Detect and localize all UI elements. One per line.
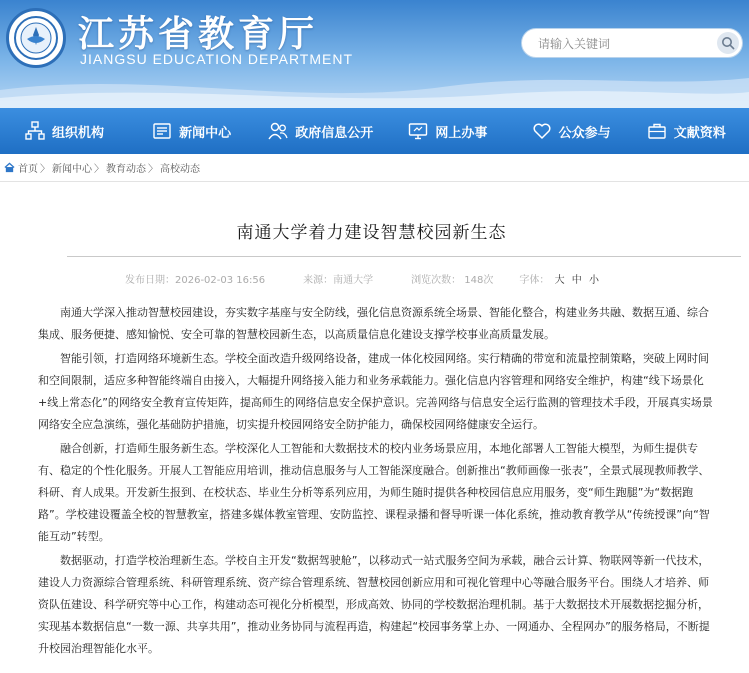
people-icon [267, 120, 289, 142]
font-size-small[interactable]: 小 [588, 274, 599, 286]
font-size-label: 字体： [519, 274, 550, 286]
breadcrumb-separator: 〉 [148, 164, 158, 175]
article-source: 来源：南通大学 [303, 274, 374, 286]
article-body [38, 302, 714, 662]
nav-item-online-service[interactable] [387, 108, 504, 154]
nav-label: 公众参与 [558, 125, 611, 141]
breadcrumb-separator: 〉 [94, 164, 104, 175]
nav-label: 文献资料 [673, 125, 726, 141]
font-size-large[interactable]: 大 [554, 274, 565, 286]
breadcrumb-edu-news[interactable]: 教育动态 [106, 164, 146, 175]
search-button[interactable] [717, 32, 739, 54]
nav-item-news[interactable] [137, 108, 255, 154]
nav-item-gov-info[interactable] [255, 108, 387, 154]
article-paragraph: 融合创新，打造师生服务新生态。学校深化人工智能和大数据技术的校内业务场景应用，本地化部署人工智能大模型，为师生提供专有、稳定的个性化服务。开展人工智能应用培训，推动信息服务与人工智能深度融合。创新推出“教师画像一张表”，全景式展现教师教学、科研、育人成果。开发新生报到、在校状态、毕业生分析等系列应用，为师生随时提供各种校园信息应用服务，变“师生跑腿”为“数据跑路”。学校建设覆盖全校的智慧教室，搭建多媒体教室管理、安防监控、课程录播和督导听课一体化系统，推动教育教学从“传统授课”向“智能互动”转型。 [38, 442, 710, 543]
site-subtitle: JIANGSU EDUCATION DEPARTMENT [80, 51, 354, 67]
nav-label: 新闻中心 [179, 125, 232, 141]
breadcrumb-home[interactable]: 首页 [18, 164, 38, 175]
nav-label: 网上办事 [435, 125, 488, 141]
monitor-icon [407, 120, 429, 142]
news-icon [151, 120, 173, 142]
header-wave-decoration [0, 68, 749, 108]
publish-date: 发布日期：2026-02-03 16:56 [125, 274, 266, 286]
article [0, 182, 749, 655]
font-size-medium[interactable]: 中 [571, 274, 582, 286]
nav-item-public-participation[interactable] [505, 108, 632, 154]
article-title: 南通大学着力建设智慧校园新生态 [236, 223, 507, 243]
heart-icon [531, 120, 553, 142]
org-chart-icon [24, 120, 46, 142]
nav-label: 组织机构 [52, 125, 105, 141]
nav-item-documents[interactable] [632, 108, 749, 154]
title-divider [67, 256, 741, 257]
main-nav [0, 108, 749, 154]
view-count: 浏览次数： 148次 [411, 274, 494, 286]
search-box [521, 28, 743, 58]
breadcrumb-separator: 〉 [40, 164, 50, 175]
search-icon [721, 36, 735, 50]
site-title: 江苏省教育厅 [78, 13, 319, 55]
nav-label: 政府信息公开 [295, 125, 374, 141]
emblem-logo-icon[interactable] [6, 8, 66, 68]
article-paragraph: 数据驱动，打造学校治理新生态。学校自主开发“数据驾驶舱”，以移动式一站式服务空间为承载，融合云计算、物联网等新一代技术，建设人力资源综合管理系统、科研管理系统、资产综合管理系统、智慧校园创新应用和可视化管理中心等融合服务平台。围绕人才培养、师资队伍建设、科学研究等中心工作，构建动态可视化分析模型，形成高效、协同的学校数据治理机制。基于大数据技术开展数据挖掘分析，实现基本数据信息“一数一源、共享共用”，推动业务协同与流程再造，构建起“校园事务掌上办、一网通办、全程网办”的服务格局，不断提升校园治理智能化水平。 [38, 554, 710, 655]
nav-item-org[interactable] [12, 108, 137, 154]
breadcrumb-news-center[interactable]: 新闻中心 [52, 164, 92, 175]
font-size-controls [519, 271, 601, 286]
breadcrumb-university-news[interactable]: 高校动态 [160, 164, 200, 175]
home-icon [4, 162, 15, 173]
article-paragraph: 智能引领，打造网络环境新生态。学校全面改造升级网络设备，建成一体化校园网络。实行精确的带宽和流量控制策略，突破上网时间和空间限制，适应多种智能终端自由接入，大幅提升网络接入能力和业务承载能力。强化信息内容管理和网络安全维护，构建“线下场景化+线上常态化”的网络安全教育宣传矩阵，提高师生的网络信息安全保护意识。完善网络与信息安全运行监测的管理技术手段，开展真实场景网络安全应急演练，强化基础防护措施，切实提升校园网络安全防护能力，确保校园网络健康安全运行。 [38, 352, 713, 431]
site-header [0, 0, 749, 108]
search-input[interactable] [536, 34, 710, 54]
briefcase-icon [646, 120, 668, 142]
article-meta [70, 269, 709, 287]
article-paragraph: 南通大学深入推动智慧校园建设，夯实数字基座与安全防线，强化信息资源系统全场景、智能化整合，构建业务共融、数据互通、综合集成、服务便捷、感知愉悦、安全可靠的智慧校园新生态，以高质量信息化建设支撑学校事业高质量发展。 [38, 306, 709, 341]
breadcrumb [0, 154, 749, 182]
